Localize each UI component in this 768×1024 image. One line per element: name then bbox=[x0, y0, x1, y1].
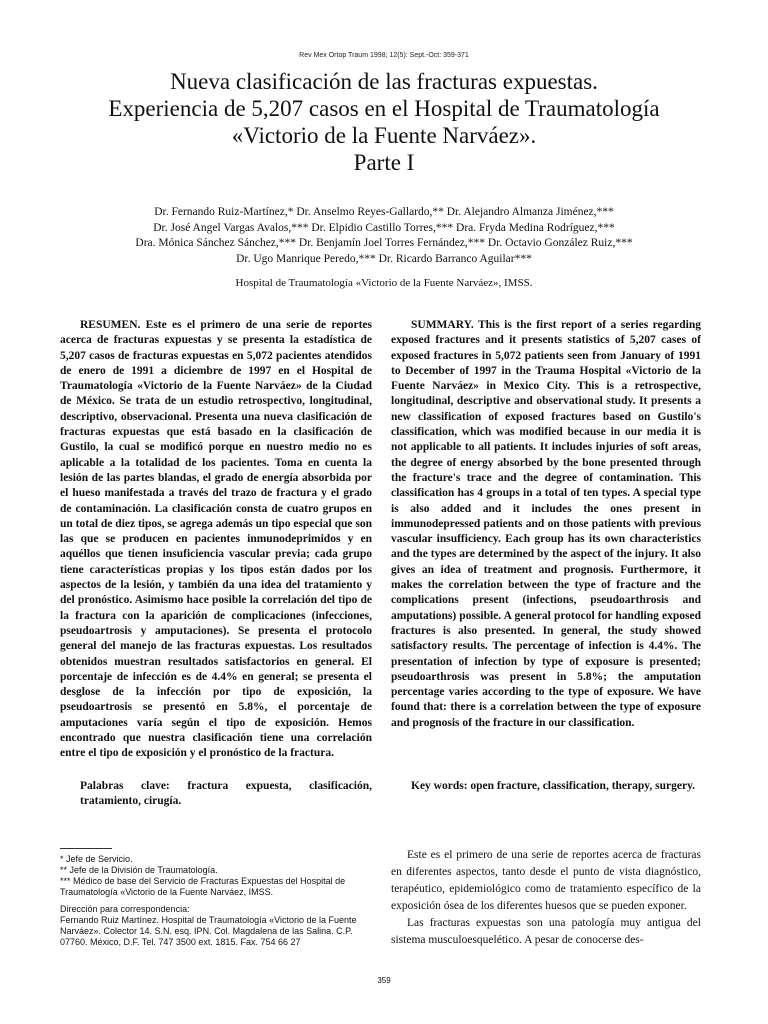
keywords-english bbox=[391, 779, 701, 794]
title-line-3: «Victorio de la Fuente Narváez». bbox=[231, 123, 537, 148]
correspondence-label: Dirección para correspondencia: bbox=[60, 904, 190, 914]
article-title bbox=[40, 68, 728, 176]
footnote-3: *** Médico de base del Servicio de Fracturas Expuestas del Hospital de Traumatología «Victorio de la Fuente Narváez, IMSS. bbox=[60, 876, 346, 897]
correspondence-text: Fernando Ruiz Martínez. Hospital de Traumatología «Victorio de la Fuente Narváez». Colector 14. S.N. esq. IPN. Col. Magdalena de las Salina. C.P. 07760. México, D.F. Tel. 747 3500 ext. 1815. Fax. 754 66 27 bbox=[60, 915, 357, 947]
footnote-1: * Jefe de Servicio. bbox=[60, 854, 133, 864]
page-number: 359 bbox=[377, 976, 391, 985]
keywords-es-text: Palabras clave: fractura expuesta, clasificación, tratamiento, cirugía. bbox=[80, 780, 372, 808]
title-line-1: Nueva clasificación de las fracturas expuestas. bbox=[170, 69, 598, 94]
author-line: Dr. Ugo Manrique Peredo,*** Dr. Ricardo Barranco Aguilar*** bbox=[236, 252, 532, 265]
resumen-text: RESUMEN. Este es el primero de una serie de reportes acerca de fracturas expuestas y se presenta la estadística de 5,207 casos de fracturas expuestas en 5,072 pacientes atendidos de enero de 1991 a diciembre de 1997 en el Hospital de Traumatología «Victorio de la Fuente Narváez» de la Ciudad de México. Se trata de un estudio retrospectivo, longitudinal, descriptivo, observacional. Presenta una nueva clasificación de fracturas expuestas que está basado en la clasificación de Gustilo, la cual se modificó porque en nuestro medio no es aplicable a la totalidad de los pacientes. Toma en cuenta la lesión de las partes blandas, el grado de energía absorbida por el hueso manifestada a través del trazo de fractura y el grado de contaminación. La clasificación consta de cuatro grupos en un total de diez tipos, se agrega además un tipo especial que son las que se producen en pacientes inmunodeprimidos y en aquéllos que tienen insuficiencia vascular previa; cada grupo tiene características propias y los tipos están dados por los aspectos de la lesión, y también da una idea del tratamiento y del pronóstico. Asimismo hace posible la correlación del tipo de la fractura con la aparición de complicaciones (infecciones, pseudoartrosis y amputaciones). Se presenta el protocolo general del manejo de las fracturas expuestas. Los resultados obtenidos muestran resultados satisfactorios en general. El porcentaje de infección es de 4.4% en general; se presenta el desglose de la infección por tipo de exposición, la pseudoartrosis se presentó en 5.8%, el porcentaje de amputaciones varía según el tipo de exposición. Hemos encontrado que nuestra clasificación tiene una correlación entre el tipo de exposición y el pronóstico de la fractura. bbox=[60, 319, 372, 760]
abstract-english bbox=[391, 318, 701, 731]
body-paragraph-2: Las fracturas expuestas son una patología muy antigua del sistema musculoesquelético. A pesar de conocerse des- bbox=[391, 917, 701, 946]
keywords-spanish bbox=[60, 779, 372, 810]
footnotes bbox=[60, 854, 372, 948]
keywords-en-text: Key words: open fracture, classification, therapy, surgery. bbox=[411, 780, 696, 792]
title-line-4: Parte I bbox=[353, 150, 415, 175]
footnote-divider bbox=[60, 848, 112, 849]
summary-text: SUMMARY. This is the first report of a series regarding exposed fractures and it presents statistics of 5,207 cases of exposed fractures in 5,072 patients seen from January of 1991 to December of 1997 in the Trauma Hospital «Victorio de la Fuente Narváez» in Mexico City. This is a retrospective, longitudinal, descriptive and observational study. It presents a new classification of exposed fractures based on Gustilo's classification, which was modified because in our media it is not applicable to all patients. It includes injuries of soft areas, the degree of energy absorbed by the bone presented through the fracture's trace and the degree of contamination. This classification has 4 groups in a total of ten types. A special type is also added and it includes the ones present in immunodepressed patients and on those patients with previous vascular insufficiency. Each group has its own characteristics and the types are determined by the aspect of the injury. It also gives an idea of treatment and prognosis. Furthermore, it makes the correlation between the type of fracture and the complications present (infections, pseudoarthrosis and amputations) possible. A general protocol for handling exposed fractures is also presented. In general, the study showed satisfactory results. The percentage of infection is 4.4%. The presentation of infection by type of exposure is presented; pseudoarthrosis was present in 5.8%; the amputation percentage varies according to the type of exposure. We have found that: there is a correlation between the type of exposure and prognosis of the fracture in our classification. bbox=[391, 319, 701, 729]
abstract-spanish bbox=[60, 318, 372, 762]
affiliation: Hospital de Traumatología «Victorio de la Fuente Narváez», IMSS. bbox=[235, 277, 533, 289]
title-line-2: Experiencia de 5,207 casos en el Hospital de Traumatología bbox=[108, 96, 660, 121]
author-line: Dr. Fernando Ruiz-Martínez,* Dr. Anselmo Reyes-Gallardo,** Dr. Alejandro Almanza Jiménez,*** bbox=[154, 206, 614, 218]
body-text bbox=[391, 847, 701, 949]
body-paragraph-1: Este es el primero de una serie de reportes acerca de fracturas en diferentes aspectos, tanto desde el punto de vista diagnóstico, terapéutico, epidemiológico como de tratamiento específico de la exposición ósea de los diferentes huesos que se pueden exponer. bbox=[391, 849, 701, 912]
footnote-2: ** Jefe de la División de Traumatología. bbox=[60, 865, 218, 875]
journal-citation: Rev Mex Ortop Traum 1998; 12(5): Sept.-Oct: 359-371 bbox=[299, 52, 469, 59]
author-list bbox=[40, 205, 728, 267]
author-line: Dra. Mónica Sánchez Sánchez,*** Dr. Benjamín Joel Torres Fernández,*** Dr. Octavio González Ruiz,*** bbox=[135, 237, 633, 249]
author-line: Dr. José Angel Vargas Avalos,*** Dr. Elpidio Castillo Torres,*** Dra. Fryda Medina Rodríguez,*** bbox=[153, 221, 615, 234]
